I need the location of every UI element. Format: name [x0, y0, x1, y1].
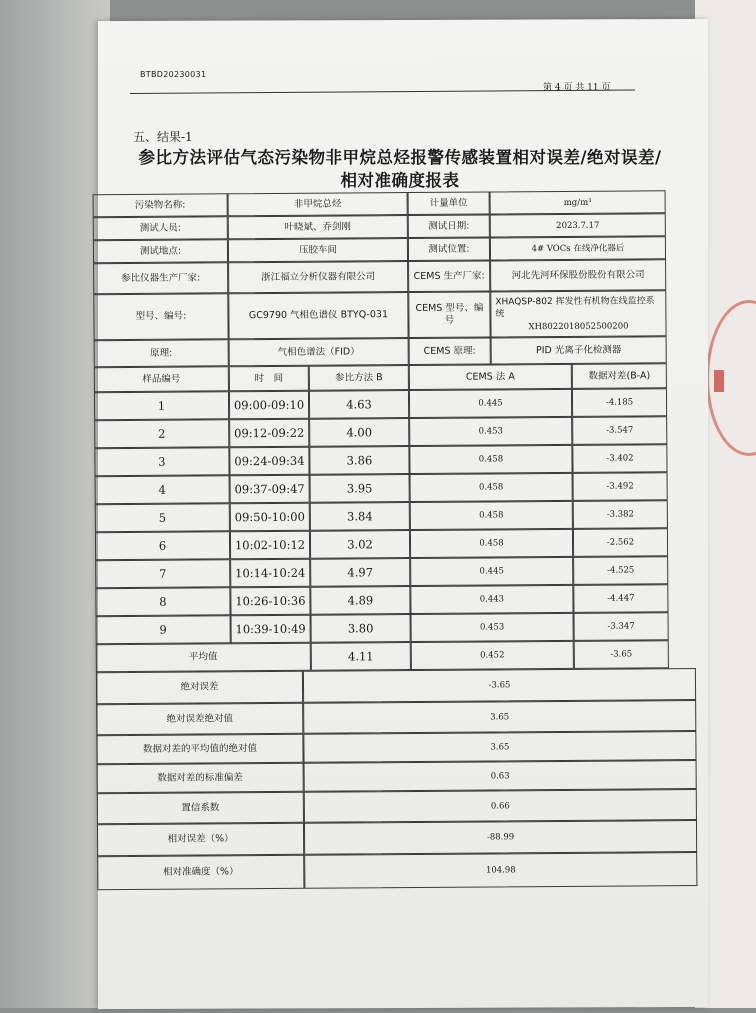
row-1-cems-a: 0.445 [409, 389, 572, 418]
cems-model-label: CEMS 型号、编号 [408, 291, 490, 338]
principle-label: 原理: [94, 339, 229, 367]
col-header-diff: 数据对差(B-A) [572, 363, 667, 389]
row-1-diff: -4.185 [572, 388, 667, 417]
row-7-diff: -4.525 [573, 556, 668, 585]
row-7-time: 10:14-10:24 [230, 559, 310, 588]
average-cems-a: 0.452 [411, 641, 574, 670]
summary-label-confidence: 置信系数 [97, 792, 304, 824]
col-header-sample: 样品编号 [94, 366, 229, 392]
row-5-diff: -3.382 [573, 500, 668, 529]
position-value: 4# VOCs 在线净化器后 [490, 236, 666, 260]
row-6-diff: -2.562 [573, 528, 668, 557]
row-8-time: 10:26-10:36 [230, 587, 310, 616]
row-8-diff: -4.447 [573, 584, 668, 613]
row-9-diff: -3.347 [574, 612, 669, 641]
date-value: 2023.7.17 [490, 213, 666, 237]
average-diff: -3.65 [574, 640, 669, 669]
row-1-time: 09:00-09:10 [229, 391, 309, 420]
document-id: BTBD20230031 [140, 70, 207, 79]
row-3-time: 09:24-09:34 [229, 447, 309, 476]
row-8-cems-a: 0.443 [410, 585, 573, 614]
row-9-no: 9 [96, 615, 231, 644]
row-6-ref-b: 3.02 [310, 530, 410, 559]
unit-value: mg/m³ [490, 190, 666, 214]
row-3-cems-a: 0.458 [409, 445, 572, 474]
site-value: 压胶车间 [228, 238, 408, 262]
row-2-cems-a: 0.453 [409, 417, 572, 446]
row-5-no: 5 [95, 503, 230, 532]
summary-label-absolute-error: 绝对误差 [96, 671, 303, 704]
position-label: 测试位置: [408, 237, 490, 261]
row-8-ref-b: 4.89 [310, 586, 410, 615]
summary-label-std-dev: 数据对差的标准偏差 [97, 763, 304, 793]
row-2-ref-b: 4.00 [309, 418, 409, 447]
cems-model-cell [490, 290, 666, 337]
row-2-diff: -3.547 [572, 416, 667, 445]
row-9-ref-b: 3.80 [311, 614, 411, 643]
row-7-cems-a: 0.445 [410, 557, 573, 586]
pollutant-label: 污染物名称: [93, 193, 228, 217]
summary-value-std-dev: 0.63 [304, 760, 697, 792]
row-7-ref-b: 4.97 [310, 558, 410, 587]
row-5-cems-a: 0.458 [410, 501, 573, 530]
summary-value-absolute-error-abs: 3.65 [303, 700, 696, 734]
average-ref-b: 4.11 [311, 642, 411, 671]
summary-value-relative-accuracy: 104.98 [304, 852, 697, 889]
row-3-ref-b: 3.86 [309, 446, 409, 475]
principle-value: 气相色谱法（FID） [229, 338, 409, 366]
model-value: GC9790 气相色谱仪 BTYQ-031 [228, 292, 408, 339]
cems-principle-value: PID 光离子化检测器 [491, 336, 667, 364]
row-4-ref-b: 3.95 [310, 474, 410, 503]
cems-manufacturer-label: CEMS 生产厂家: [408, 260, 490, 292]
col-header-time: 时 间 [229, 366, 309, 392]
cems-model-name: XHAQSP-802 挥发性有机物在线监控系统 [495, 295, 655, 319]
cems-principle-label: CEMS 原理: [409, 337, 491, 365]
row-1-no: 1 [94, 391, 229, 420]
row-9-cems-a: 0.453 [411, 613, 574, 642]
col-header-cems-a: CEMS 法 A [409, 364, 572, 390]
row-5-ref-b: 3.84 [310, 502, 410, 531]
row-4-time: 09:37-09:47 [230, 475, 310, 504]
pollutant-value: 非甲烷总烃 [228, 192, 408, 216]
summary-label-absolute-error-abs: 绝对误差绝对值 [96, 703, 303, 735]
summary-value-mean-diff-abs: 3.65 [303, 731, 696, 763]
row-7-no: 7 [95, 559, 230, 588]
date-label: 测试日期: [408, 214, 490, 238]
row-3-diff: -3.402 [572, 444, 667, 473]
report-title: 参比方法评估气态污染物非甲烷总烃报警传感装置相对误差/绝对误差/相对准确度报表 [138, 148, 662, 190]
section-label: 五、结果-1 [133, 130, 193, 144]
row-6-time: 10:02-10:12 [230, 531, 310, 560]
row-4-no: 4 [95, 475, 230, 504]
summary-label-relative-error: 相对误差（%） [97, 823, 304, 856]
average-label: 平均值 [96, 643, 311, 673]
row-5-time: 09:50-10:00 [230, 503, 310, 532]
summary-label-mean-diff-abs: 数据对差的平均值的绝对值 [96, 734, 303, 764]
row-6-cems-a: 0.458 [410, 529, 573, 558]
summary-value-relative-error: -88.99 [304, 820, 697, 855]
col-header-ref-b: 参比方法 B [309, 365, 409, 391]
testers-value: 叶晓斌、乔剑刚 [228, 215, 408, 239]
row-2-no: 2 [94, 419, 229, 448]
row-2-time: 09:12-09:22 [229, 419, 309, 448]
row-6-no: 6 [95, 531, 230, 560]
model-label: 型号、编号: [93, 293, 228, 340]
row-3-no: 3 [94, 447, 229, 476]
row-1-ref-b: 4.63 [309, 390, 409, 419]
ref-manufacturer-value: 浙江福立分析仪器有限公司 [228, 261, 408, 293]
row-4-cems-a: 0.458 [410, 473, 573, 502]
page-number: 第 4 页 共 11 页 [543, 83, 611, 93]
ref-manufacturer-label: 参比仪器生产厂家: [93, 262, 228, 294]
site-label: 测试地点: [93, 239, 228, 263]
cems-model-serial: XH8022018052500200 [528, 320, 629, 332]
unit-label: 计量单位 [408, 191, 490, 215]
testers-label: 测试人员: [93, 216, 228, 240]
summary-value-confidence: 0.66 [304, 789, 697, 823]
summary-label-relative-accuracy: 相对准确度（%） [97, 855, 304, 890]
row-8-no: 8 [95, 587, 230, 616]
cems-manufacturer-value: 河北先河环保股份股份有限公司 [490, 259, 666, 291]
row-9-time: 10:39-10:49 [231, 615, 311, 644]
summary-value-absolute-error: -3.65 [303, 668, 696, 703]
row-4-diff: -3.492 [573, 472, 668, 501]
